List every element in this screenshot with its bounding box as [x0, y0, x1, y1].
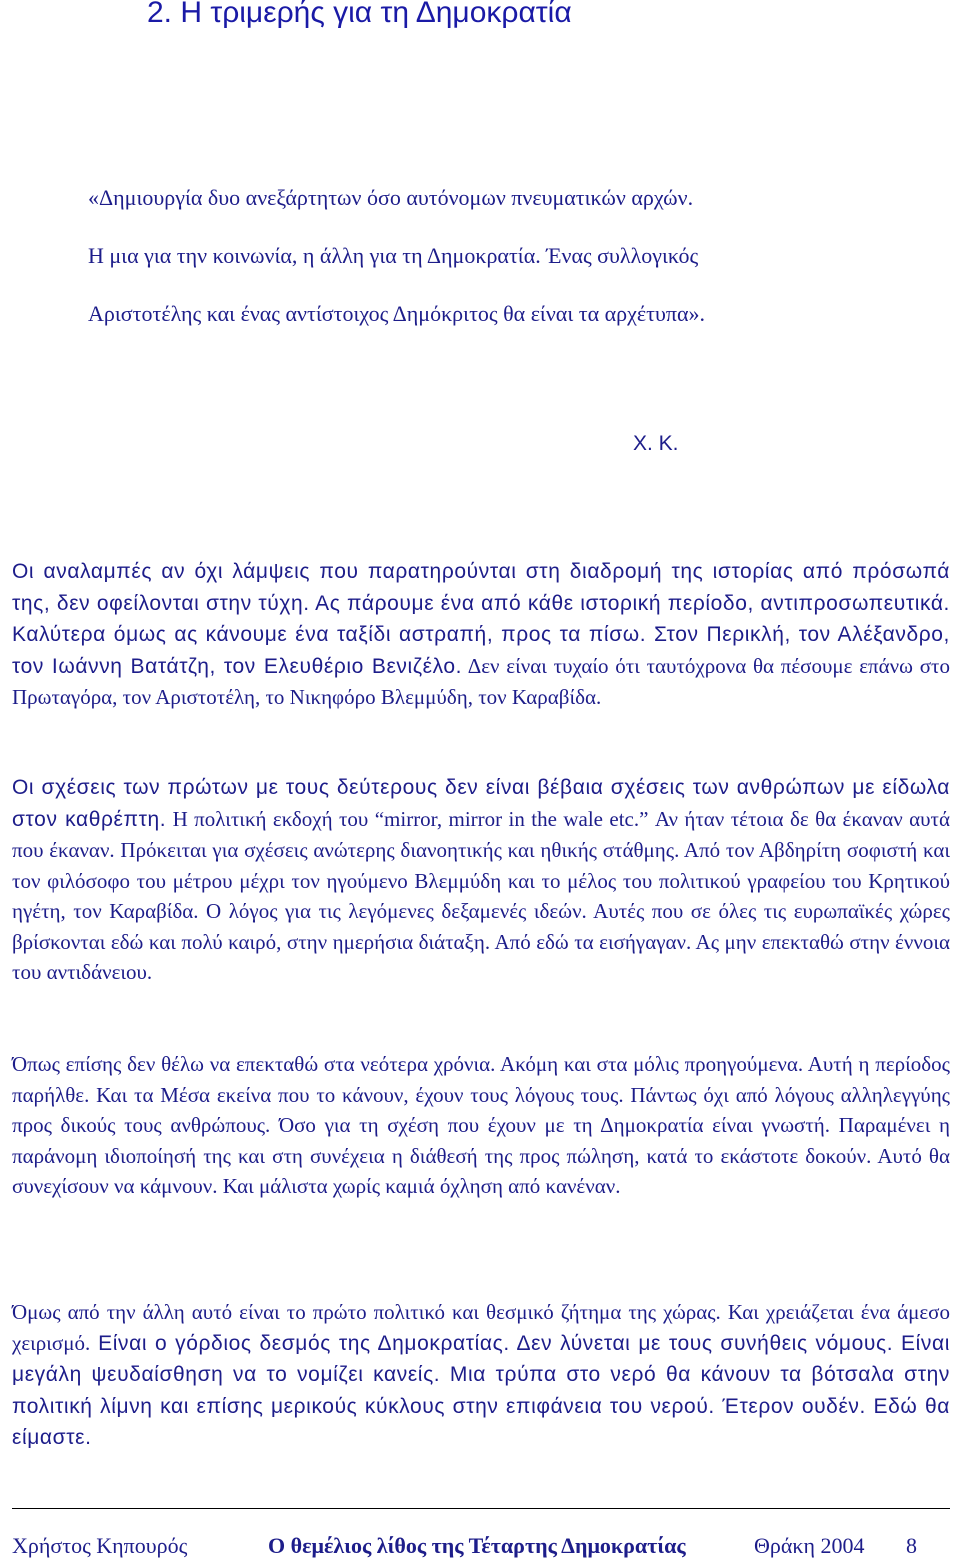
quote-line: Αριστοτέλης και ένας αντίστοιχος Δημόκριτος θα είναι τα αρχέτυπα». [88, 301, 705, 326]
epigraph-signature: Χ. Κ. [633, 432, 679, 455]
paragraph-text: Οι σχέσεις των πρώτων με τους δεύτερους δεν είναι βέβαια σχέσεις των ανθρώπων με είδωλα στον καθρέπτη. [12, 776, 950, 831]
paragraph-text: Όμως από την άλλη αυτό είναι το πρώτο πολιτικό και θεσμικό ζήτημα της χώρας. Και χρειάζεται ένα άμεσο χειρισμό. [12, 1300, 950, 1355]
paragraph-text: Είναι ο γόρδιος δεσμός της Δημοκρατίας. Δεν λύνεται με τους συνήθεις νόμους. Είναι μεγάλη ψευδαίσθηση να το νομίζει κανείς. Μια τρύπα στο νερό θα κάνουν τα βότσαλα στην πολιτική λίμνη και επίσης μερικούς κύκλους στην επιφάνεια του νερού. Έτερον ουδέν. Εδώ θα είμαστε. [12, 1331, 950, 1449]
paragraph-text: Η πολιτική εκδοχή του “mirror, mirror in the wale etc.” Αν ήταν τέτοια δε θα έκαναν αυτά που έκαναν. Πρόκειται για σχέσεις ανώτερης διανοητικής και ηθικής στάθμης. Από τον Αβδηρίτη σοφιστή και τον φιλόσοφο του μέτρου μέχρι τον ηγούμενο Βλεμμύδη και το μέλος του πολιτικού γραφείου του Κρητικού ηγέτη, τον Καραβίδα. Ο λόγος για τις λεγόμενες δεξαμενές ιδεών. Αυτές που σε όλες τις ευρωπαϊκές χώρες βρίσκονται εδώ και πολύ καιρό, στην ημερήσια διάταξη. Από εδώ τα εισήγαγαν. Ας μην επεκταθώ στην έννοια του αντιδάνειου. [12, 806, 950, 984]
paragraph-text: Δεν είναι τυχαίο ότι ταυτόχρονα θα πέσουμε επάνω στο Πρωταγόρα, τον Αριστοτέλη, το Νικηφόρο Βλεμμύδη, τον Καραβίδα. [12, 653, 950, 709]
page-title: 2. Η τριμερής για τη Δημοκρατία [147, 0, 572, 29]
epigraph-quote [88, 183, 888, 357]
paragraph-text: Οι αναλαμπές αν όχι λάμψεις που παρατηρούνται στη διαδρομή της ιστορίας από πρόσωπά της, δεν οφείλονται στην τύχη. Ας πάρουμε ένα από κάθε ιστορική περίοδο, αντιπροσωπευτικά. Καλύτερα όμως ας κάνουμε ένα ταξίδι αστραπή, προς τα πίσω. Στον Περικλή, τον Αλέξανδρο, τον Ιωάννη Βατάτζη, τον Ελευθέριο Βενιζέλο. [12, 560, 950, 678]
paragraph-1 [12, 556, 950, 713]
footer-book-title: Ο θεμέλιος λίθος της Τέταρτης Δημοκρατίας [268, 1533, 686, 1558]
paragraph-4 [12, 1297, 950, 1454]
footer-divider [12, 1508, 950, 1509]
footer-page-number: 8 [906, 1533, 917, 1558]
footer-author: Χρήστος Κηπουρός [12, 1533, 188, 1558]
paragraph-3: Όπως επίσης δεν θέλω να επεκταθώ στα νεότερα χρόνια. Ακόμη και στα μόλις προηγούμενα. Αυτή η περίοδος παρήλθε. Και τα Μέσα εκείνα που το κάνουν, έχουν τους λόγους τους. Πάντως όχι από λόγους αλληλεγγύης προς δικούς τους ανθρώπους. Όσο για τη σχέση που έχουν με τη Δημοκρατία είναι γνωστή. Παραμένει η παράνομη ιδιοποίησή της και στη συνέχεια η διάθεσή της προς πώληση, κατά το εκάστοτε δοκούν. Αυτό θα συνεχίσουν να κάμνουν. Και μάλιστα χωρίς καμιά όχληση από κανέναν. [12, 1052, 950, 1198]
footer-place-year: Θράκη 2004 [754, 1533, 865, 1558]
quote-line: «Δημιουργία δυο ανεξάρτητων όσο αυτόνομων πνευματικών αρχών. [88, 185, 694, 210]
quote-line: Η μια για την κοινωνία, η άλλη για τη Δημοκρατία. Ένας συλλογικός [88, 243, 699, 268]
paragraph-2 [12, 772, 950, 988]
